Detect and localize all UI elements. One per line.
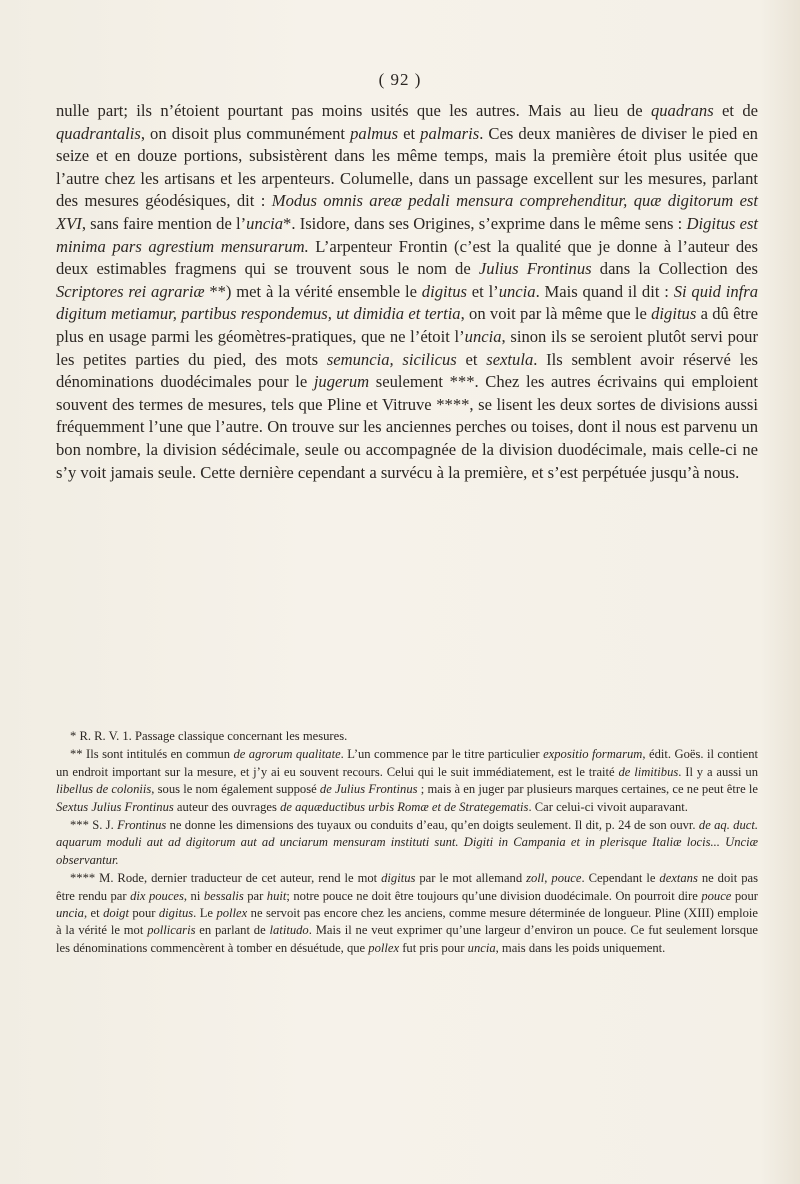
text-run: , on voit par là même que le: [460, 304, 652, 324]
paragraph: [56, 100, 758, 484]
footnote: [56, 870, 758, 957]
italic-text: semuncia, sicilicus: [326, 349, 457, 369]
text-run: par le mot allemand: [415, 871, 527, 886]
footnote: [56, 817, 758, 869]
italic-text: palmus: [350, 123, 399, 143]
italic-text: de Julius Frontinus: [319, 782, 418, 797]
text-run: et: [398, 123, 421, 143]
text-run: pour: [128, 906, 159, 921]
italic-text: pollex: [216, 906, 248, 921]
text-run: , sans faire mention de l’: [81, 213, 247, 233]
text-run: . Ils semblent avoir réservé les dénominations duodécimales pour le: [56, 349, 759, 392]
text-run: . Ces deux manières de diviser le pied en seize et en douze portions, subsistèrent dans les même temps, mais la première étoit plus usitée que l’autre chez les artisans et les arpenteurs. Columelle, dans un passage excellent sur les mesures, parlant des mesures géodésiques, dit :: [56, 123, 758, 211]
italic-text: de agrorum qualitate: [233, 747, 341, 762]
italic-text: expositio formarum: [543, 747, 643, 762]
italic-text: bessalis: [203, 888, 244, 903]
main-text: [56, 100, 758, 484]
text-run: ** Ils sont intitulés en commun: [70, 747, 234, 762]
italic-text: uncia: [56, 906, 84, 921]
italic-text: de aquæductibus urbis Romæ et de Strategematis: [280, 799, 529, 814]
italic-text: Frontinus: [117, 818, 167, 833]
italic-text: quadrans: [650, 101, 714, 120]
italic-text: digitus: [158, 906, 194, 921]
text-run: , ni: [183, 888, 204, 903]
text-run: , édit. Goës. il contient un endroit important sur la mesure, et j’y ai eu souvent recours. Celui qui le suit immédiatement, est le traité: [56, 747, 758, 779]
text-run: . Le: [193, 906, 217, 921]
italic-text: sextula: [486, 349, 534, 369]
italic-text: de limitibus: [618, 764, 679, 779]
text-run: **) met à la vérité ensemble le: [204, 281, 422, 301]
italic-text: zoll: [526, 871, 545, 886]
footnote: [56, 728, 758, 745]
italic-text: latitudo: [269, 923, 309, 938]
text-run: et l’: [466, 281, 499, 301]
text-run: ; notre pouce ne doit être toujours qu’une division duodécimale. On pourroit dire: [286, 888, 702, 903]
italic-text: palmaris: [420, 123, 480, 143]
text-run: et: [456, 349, 487, 369]
text-run: , sinon ils se seroient plutôt servi pour les petites parties du pied, des mots: [56, 326, 758, 369]
text-run: en parlant de: [195, 923, 270, 938]
text-run: . Car celui-ci vivoit auparavant.: [528, 799, 688, 814]
text-run: . Mais quand il dit :: [535, 281, 674, 301]
italic-text: uncia: [464, 326, 502, 346]
italic-text: uncia: [246, 213, 284, 233]
text-run: pour: [731, 888, 758, 903]
italic-text: Julius Frontinus: [478, 259, 592, 279]
italic-text: uncia: [498, 281, 536, 301]
text-run: nulle part; ils n’étoient pourtant pas moins usités que les autres. Mais au lieu de: [56, 101, 651, 120]
text-run: *** S. J.: [70, 818, 118, 833]
italic-text: libellus de coloniis: [56, 782, 152, 797]
italic-text: Digitus est minima pars agrestium mensurarum.: [56, 213, 759, 256]
text-run: dans la Collection des: [591, 259, 758, 279]
italic-text: pollicaris: [147, 923, 196, 938]
text-run: , mais dans les poids uniquement.: [495, 940, 666, 955]
text-run: L’arpenteur Frontin (c’est la qualité que je donne à l’auteur des deux estimables fragmens qui se trouvent sous le nom de: [56, 236, 758, 279]
italic-text: doigt: [103, 906, 129, 921]
italic-text: digitus: [421, 281, 467, 301]
italic-text: pouce: [701, 888, 732, 903]
text-run: *. Isidore, dans ses Origines, s’exprime dans le même sens :: [283, 213, 687, 233]
italic-text: jugerum: [313, 372, 370, 392]
italic-text: dextans: [659, 871, 698, 886]
text-run: , et: [83, 906, 104, 921]
text-run: ne doit pas être rendu par: [56, 871, 758, 903]
text-run: **** M. Rode, dernier traducteur de cet auteur, rend le mot: [70, 871, 382, 886]
text-run: , on disoit plus communément: [140, 123, 351, 143]
italic-text: Scriptores rei agrariæ: [56, 281, 205, 301]
text-run: fut pris pour: [399, 940, 468, 955]
italic-text: Si quid infra digitum metiamur, partibus respondemus, ut dimidia et tertia: [56, 281, 758, 324]
italic-text: uncia: [467, 940, 496, 955]
text-run: auteur des ouvrages: [173, 799, 281, 814]
italic-text: Modus omnis areæ pedali mensura comprehenditur, quæ digitorum est XVI: [56, 191, 758, 233]
footnote: [56, 746, 758, 816]
text-run: , sous le nom également supposé: [151, 782, 320, 797]
italic-text: pollex: [368, 940, 400, 955]
italic-text: Sextus Julius Frontinus: [56, 799, 174, 814]
text-run: ne servoit pas encore chez les anciens, comme mesure déterminée de longueur. Pline (XIII) emploie à la vérité le mot: [56, 906, 758, 938]
italic-text: pouce: [551, 871, 582, 886]
italic-text: digitus: [651, 304, 697, 324]
text-run: . Cependant le: [581, 871, 660, 886]
italic-text: huit: [266, 888, 287, 903]
text-run: ,: [544, 871, 552, 886]
text-run: . L’un commence par le titre particulier: [340, 747, 544, 762]
italic-text: de aq. duct. aquarum moduli aut ad digitorum aut ad unciarum mensuram instituti sunt. Digiti in Campania et in plerisque Italiæ locis... Unciæ observantur.: [56, 818, 758, 867]
text-run: ; mais à en juger par plusieurs marques certaines, ce ne peut être le: [417, 782, 758, 797]
text-run: et de: [713, 101, 759, 120]
italic-text: digitus: [381, 871, 416, 886]
footnotes: [56, 728, 758, 958]
italic-text: quadrantalis: [56, 123, 141, 143]
text-run: seulement ***. Chez les autres écrivains qui emploient souvent des termes de mesures, tels que Pline et Vitruve ****, se lisent les deux sortes de divisions aussi fréquemment l’une que l’autre. On trouve sur les anciennes perches ou toises, dont il nous est parvenu un bon nombre, la division sédécimale, seule ou accompagnée de la division duodécimale, mais celle-ci ne s’y voit jamais seule. Cette dernière cependant a survécu à la première, et s’est perpétuée jusqu’à nous.: [56, 372, 758, 482]
text-run: * R. R. V. 1. Passage classique concernant les mesures.: [70, 729, 348, 743]
page-number: ( 92 ): [378, 70, 422, 89]
italic-text: dix pouces: [130, 888, 184, 903]
text-run: ne donne les dimensions des tuyaux ou conduits d’eau, qu’en doigts seulement. Il dit, p. 24 de son ouvr.: [166, 818, 699, 833]
text-run: . Il y a aussi un: [678, 764, 758, 779]
text-run: . Mais il ne veut exprimer qu’une largeur d’environ un pouce. Ce fut seulement lorsque les dénominations commencèrent à tomber en désuétude, que: [56, 923, 758, 955]
text-run: par: [243, 888, 267, 903]
text-run: a dû être plus en usage parmi les géomètres-pratiques, que ne l’étoit l’: [56, 304, 759, 346]
